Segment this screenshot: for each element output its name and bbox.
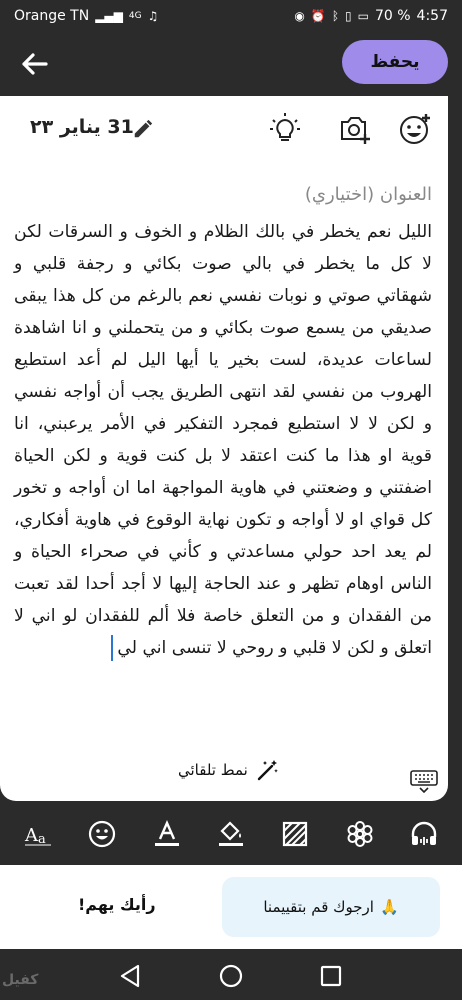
- text-style-icon[interactable]: [21, 817, 55, 851]
- carrier-name: Orange TN: [14, 8, 90, 24]
- rate-us-button[interactable]: [222, 877, 440, 937]
- magic-wand-icon: [256, 758, 280, 782]
- clock: 4:57: [416, 8, 448, 24]
- alarm-icon: ⏰: [310, 9, 326, 23]
- music-icon: ♫: [147, 9, 159, 23]
- entry-date[interactable]: 31 يناير ٢٣: [30, 116, 134, 138]
- pattern-icon[interactable]: [278, 817, 312, 851]
- svg-text:a: a: [38, 832, 46, 847]
- svg-text:A: A: [25, 825, 39, 846]
- fill-color-icon[interactable]: [214, 817, 248, 851]
- eye-icon: ◉: [294, 9, 305, 23]
- journal-editor: [0, 96, 448, 801]
- text-cursor: [111, 635, 113, 661]
- title-input[interactable]: العنوان (اختياري): [304, 184, 432, 205]
- emoji-icon[interactable]: [85, 817, 119, 851]
- opinion-label: رأيك يهم!: [78, 895, 156, 914]
- signal-icon: ▂▄▆: [95, 9, 123, 23]
- nav-home-icon[interactable]: [218, 963, 244, 989]
- pray-emoji-icon: 🙏: [379, 898, 399, 916]
- entry-body-textarea[interactable]: [14, 216, 432, 664]
- nav-back-icon[interactable]: [118, 963, 144, 989]
- add-mood-icon[interactable]: [398, 112, 432, 146]
- system-nav-bar: [0, 949, 462, 1000]
- battery-level: 70 %: [374, 8, 411, 24]
- save-button[interactable]: يحفظ: [342, 40, 448, 84]
- back-arrow-icon[interactable]: [16, 46, 52, 82]
- auto-mode-button[interactable]: [178, 758, 280, 782]
- entry-header: [0, 96, 448, 162]
- status-bar: [0, 0, 462, 32]
- rate-us-label: ارجوك قم بتقييمنا: [263, 898, 374, 916]
- add-photo-icon[interactable]: [338, 112, 372, 146]
- lightbulb-icon[interactable]: [268, 112, 302, 146]
- battery-icon: ▭: [357, 9, 369, 23]
- hide-keyboard-icon[interactable]: [410, 770, 438, 794]
- watermark: كفيل: [2, 972, 39, 988]
- font-color-icon[interactable]: [150, 817, 184, 851]
- bluetooth-icon: ᛒ: [331, 9, 340, 23]
- feedback-banner: [0, 865, 462, 949]
- formatting-toolbar: [0, 810, 462, 858]
- network-type: 4G: [128, 11, 142, 21]
- audio-icon[interactable]: [407, 817, 441, 851]
- vibrate-icon: ▯: [345, 9, 352, 23]
- app-bar: [0, 32, 462, 94]
- flower-icon[interactable]: [343, 817, 377, 851]
- edit-date-icon[interactable]: [132, 118, 154, 140]
- auto-mode-label: نمط تلقائي: [178, 761, 248, 779]
- nav-recents-icon[interactable]: [318, 963, 344, 989]
- entry-body-text: الليل نعم يخطر في بالك الظلام و الخوف و السرقات لكن لا كل ما يخطر في بالي صوت بكائي و رجفة قلبي و شهقاتي صوتي و نوبات نفسي نعم بالرغم من كل هذا يبقى صديقي من يسمع صوت بكائي و من يتحملني و انا اشاهدة لساعات عديدة، لست بخير يا أيها اليل لم أعد استطيع الهروب من نفسي لقد انتهى الطريق يجب أن أواجه نفسي و لكن لا لا استطيع فمجرد التفكير في الأمر يرعبني، انا قوية او هذا ما كنت اعتقد لا بل كنت قوية و لكن الحياة اضفتني و وضعتني في هاوية المواجهة اما ان أواجه و تخور كل قواي او لا أواجه و تكون نهاية الوقوع في هاوية أفكاري، لم يعد احد حولي مساعدتي و كأني في صحراء الحياة و الناس اوهام تظهر و عند الحاجة إليها لا أجد أحدا لقد تعبت من الفقدان و من التعلق خاصة فلا ألم للفقدان لو اني لا اتعلق و لكن لا قلبي و روحي لا تنسى اني لي: [14, 222, 432, 658]
